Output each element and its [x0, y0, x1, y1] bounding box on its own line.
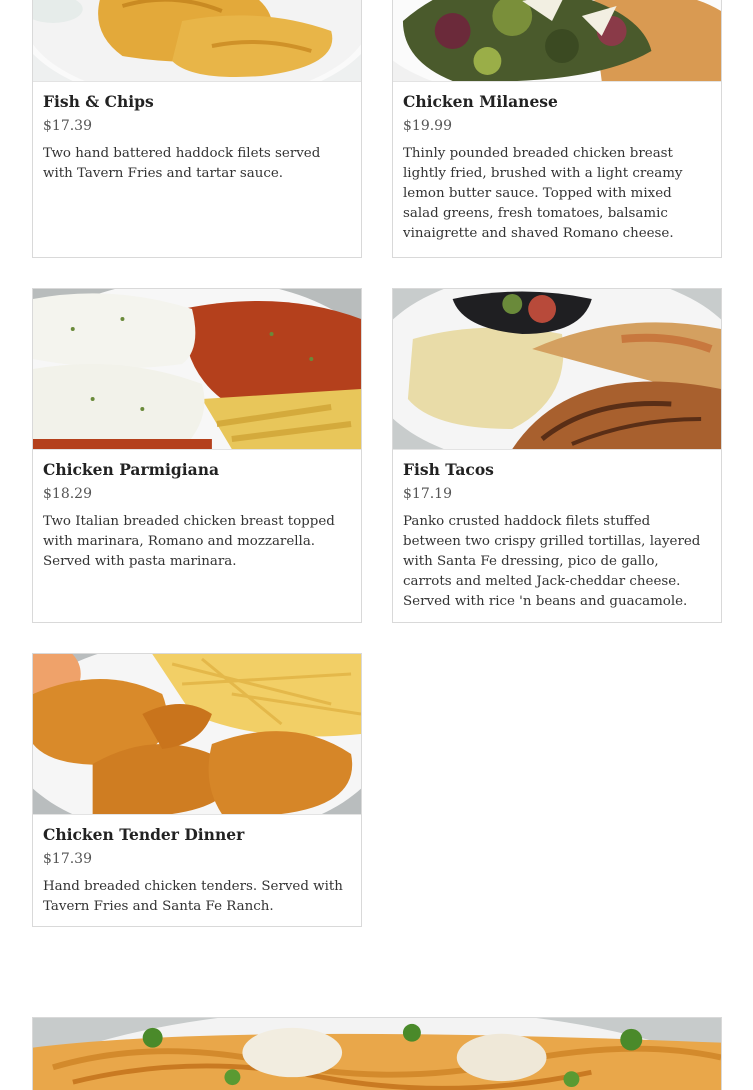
item-description: Panko crusted haddock filets stuffed between two crispy grilled tortillas, layered with Santa Fe dressing, pico de gallo, carrots and melted Jack-cheddar cheese. Served with rice 'n beans and guacamole.	[403, 514, 701, 609]
item-description: Two hand battered haddock filets served with Tavern Fries and tartar sauce.	[43, 146, 321, 181]
chicken-parmigiana-photo	[33, 289, 361, 450]
item-description: Thinly pounded breaded chicken breast lightly fried, brushed with a light creamy lemon butter sauce. Topped with mixed salad greens, fresh tomatoes, balsamic vinaigrette and shaved Romano cheese.	[403, 146, 683, 241]
menu-item-card[interactable]	[32, 288, 362, 623]
menu-item-card[interactable]	[32, 653, 362, 927]
item-description: Hand breaded chicken tenders. Served with Tavern Fries and Santa Fe Ranch.	[43, 879, 343, 914]
item-name: Fish Tacos	[403, 460, 494, 479]
item-price: $17.19	[403, 486, 452, 502]
item-price: $19.99	[403, 118, 452, 134]
fish-and-chips-photo	[33, 0, 361, 82]
menu-item-card[interactable]	[392, 0, 722, 258]
item-description: Two Italian breaded chicken breast topped with marinara, Romano and mozzarella. Served with pasta marinara.	[43, 514, 335, 569]
item-name: Chicken Milanese	[403, 92, 558, 111]
chicken-milanese-photo	[393, 0, 721, 82]
item-name: Fish & Chips	[43, 92, 154, 111]
fish-tacos-photo	[393, 289, 721, 450]
noodle-dish-photo	[33, 1018, 721, 1090]
menu-item-card[interactable]	[32, 0, 362, 258]
item-name: Chicken Parmigiana	[43, 460, 220, 479]
chicken-tender-dinner-photo	[33, 654, 361, 815]
item-name: Chicken Tender Dinner	[43, 825, 245, 844]
item-price: $18.29	[43, 486, 92, 502]
item-price: $17.39	[43, 851, 92, 867]
featured-dish-image	[32, 1017, 722, 1090]
menu-item-card[interactable]	[392, 288, 722, 623]
item-price: $17.39	[43, 118, 92, 134]
